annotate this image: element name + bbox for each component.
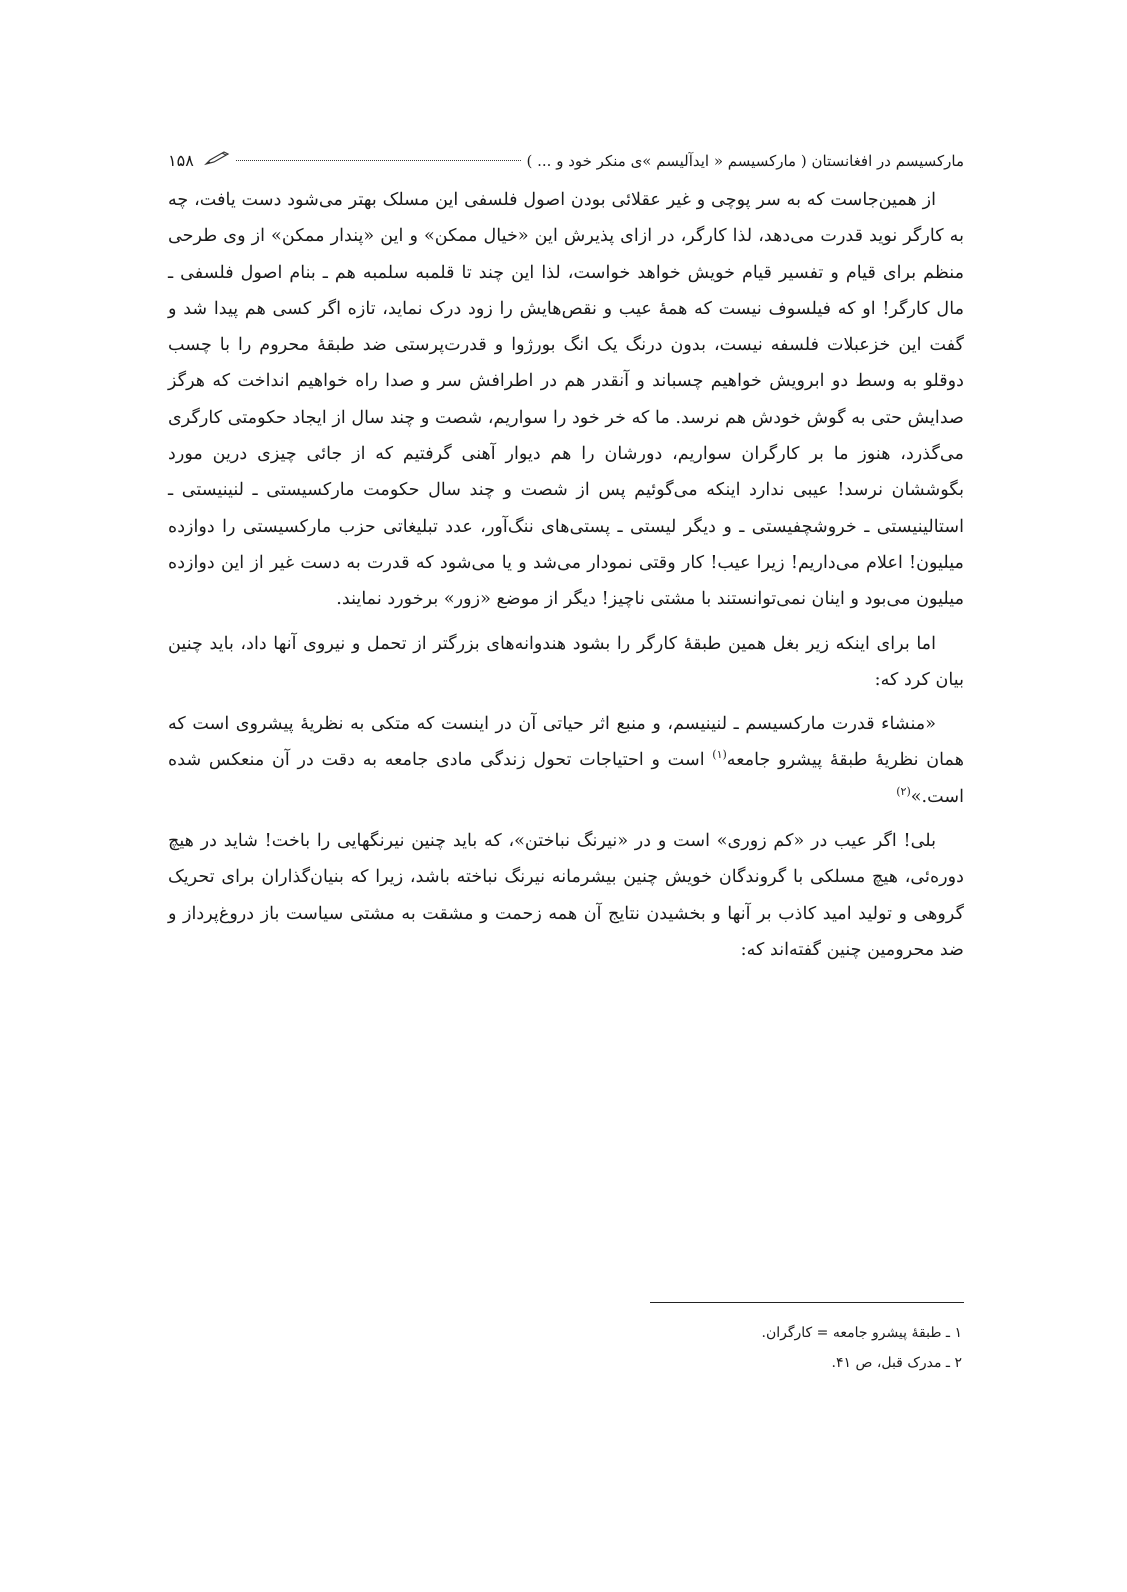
paragraph-2 <box>168 626 964 699</box>
pencil-icon <box>204 150 230 166</box>
paragraph-text: از همین‌جاست که به سر پوچی و غیر عقلائی بودن اصول فلسفی این مسلک بهتر می‌شود دست یافت، چه به کارگر نوید قدرت می‌دهد، لذا کارگر، در ازای پذیرش این «خیال ممکن» و این «پندار ممکن» از وی طرحی منظم برای قیام و تفسیر قیام خویش خواهد خواست، لذا این چند تا قلمبه سلمبه هم ـ بنام اصول فلسفی ـ مال کارگر! او که فیلسوف نیست که همهٔ عیب و نقص‌هایش را زود درک نماید، تازه اگر کسی هم پیدا شد و گفت این خزعبلات فلسفه نیست، بدون درنگ یک انگ بورژوا و قدرت‌پرستی ضد طبقهٔ محروم را با چسب دوقلو به وسط دو ابرویش خواهیم چسباند و آنقدر هم در اطرافش سر و صدا راه خواهیم انداخت که هرگز صدایش حتی به گوش خودش هم نرسد. ما که خر خود را سواریم، شصت و چند سال از ایجاد حکومتی کارگری می‌گذرد، هنوز ما بر کارگران سواریم، دورشان را هم دیوار آهنی گرفتیم که از جائی چیزی درین مورد بگوششان نرسد! عیبی ندارد اینکه می‌گوئیم پس از شصت و چند سال حکومت مارکسیستی ـ لنینیستی ـ استالینیستی ـ خروشچفیستی ـ و دیگر لیستی ـ پستی‌های ننگ‌آور، عدد تبلیغاتی حزب مارکسیستی را دوازده میلیون! اعلام می‌داریم! زیرا عیب! کار وقتی نمودار می‌شد و یا می‌شود که قدرت به دست غیر از این دوازده میلیون می‌بود و اینان نمی‌توانستند با مشتی ناچیز! دیگر از موضع «زور» برخورد نمایند. <box>168 190 964 610</box>
quotation-paragraph <box>168 706 964 815</box>
quote-text-part-2: است و احتیاجات تحول زندگی مادی جامعه به دقت در آن منعکس شده است.» <box>168 750 964 807</box>
body-text <box>168 182 964 976</box>
paragraph-4 <box>168 823 964 968</box>
page-number: ۱۵۸ <box>168 151 194 170</box>
paragraph-1 <box>168 182 964 618</box>
footnote-separator <box>650 1302 964 1303</box>
paragraph-text: بلی! اگر عیب در «کم زوری» است و در «نیرنگ نباختن»، که باید چنین نیرنگهایی را باخت! شاید در هیچ دوره‌ئی، هیچ مسلکی با گروندگان خویش چنین بیشرمانه نیرنگ نباخته باشد، زیرا که بنیان‌گذاران برای تحریک گروهی و تولید امید کاذب بر آنها و بخشیدن نتایج آن همه زحمت و مشقت به مشتی سیاست باز دروغ‌پرداز و ضد محرومین چنین گفته‌اند که: <box>168 831 964 960</box>
paragraph-text: اما برای اینکه زیر بغل همین طبقهٔ کارگر را بشود هندوانه‌های بزرگتر از تحمل و نیروی آنها داد، باید چنین بیان کرد که: <box>168 633 964 690</box>
running-header-title: مارکسیسم در افغانستان ( مارکسیسم « ایدآلیسم »ی منکر خود و ... ) <box>526 152 964 170</box>
footnote-1: ۱ ـ طبقهٔ پیشرو جامعه = کارگران. <box>761 1325 962 1341</box>
footnote-2: ۲ ـ مدرک قبل، ص ۴۱. <box>831 1355 962 1371</box>
running-header <box>168 148 964 174</box>
footnote-reference-1: (۱) <box>712 748 727 762</box>
footnotes <box>168 1318 964 1378</box>
quote-text-part-1: «منشاء قدرت مارکسیسم ـ لنینیسم، و منبع اثر حیاتی آن در اینست که متکی به نظریهٔ پیشروی است که همان نظریهٔ طبقهٔ پیشرو جامعه <box>168 714 964 771</box>
footnote-reference-2: (۲) <box>896 784 911 798</box>
dotted-leader <box>236 160 521 161</box>
